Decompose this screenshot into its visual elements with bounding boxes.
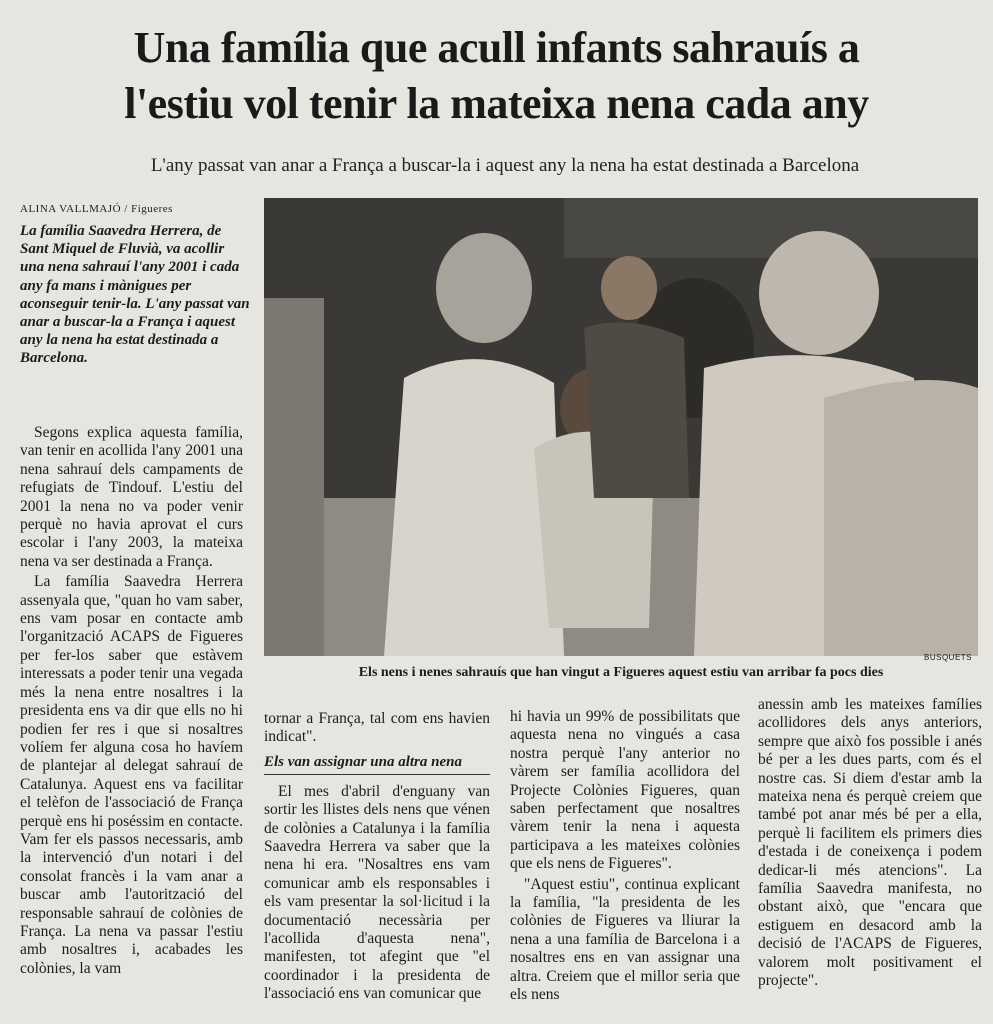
column-4 (758, 696, 982, 991)
paragraph: Segons explica aquesta família, van tenir en acollida l'any 2001 una nena sahrauí dels campaments de refugiats de Tindouf. L'estiu del 2001 la nena no va poder venir perquè no havia aprovat el curs escolar i l'any 2003, la mateixa nena va ser destinada a França. (20, 424, 243, 570)
photo-credit: BUSQUETS (924, 653, 973, 662)
paragraph: La família Saavedra Herrera assenyala que, "quan ho vam saber, ens vam posar en contacte amb l'organització ACAPS de Figueres per fer-los saber que estàvem interessats a poder tenir una vegada més la nena entre nosaltres i la presidenta ens va dir que ells no hi podien fer res i que si nosaltres volíem fer alguna cosa ho havíem de plantejar al delegat sahrauí de Catalunya. Aquest ens va facilitar el telèfon de l'associació de França perquè ens hi poséssim en contacte. Vam fer els passos necessaris, amb la intervenció d'un notari i del consolat francès i la vam anar a buscar amb l'autorització del responsable sahrauí de colònies de França. La nena va passar l'estiu amb nosaltres i, acabades les colònies, la vam (20, 573, 243, 977)
byline-author: ALINA VALLMAJÓ (20, 203, 122, 215)
paragraph: tornar a França, tal com ens havien indicat". (264, 710, 490, 746)
headline-line-1: Una família que acull infants sahrauís a (133, 23, 860, 72)
paragraph: anessin amb les mateixes famílies acollidores dels anys anteriors, sempre que això fos possible i anés bé per a les dues parts, com és el nostre cas. Si diem d'estar amb la mateixa nena és perquè creiem que també pot anar més bé per a ella, perquè li facilitem els primers dies d'estada i de coneixença i podem dedicar-li més atencions". La família Saavedra manifesta, no obstant això, que "encara que estiguem en desacord amb la decisió de l'ACAPS de Figueres, valorem molt positivament el projecte". (758, 696, 982, 990)
photo-illustration (264, 198, 978, 656)
headline-line-2: l'estiu vol tenir la mateixa nena cada any (124, 79, 869, 128)
byline (20, 203, 173, 215)
column-1 (20, 424, 243, 978)
paragraph: hi havia un 99% de possibilitats que aquesta nena no vingués a casa nostra perquè l'any anterior no vàrem ser família acollidora del Projecte Colònies Figueres, quan saben perfectament que nosaltres vàrem tenir la nena i aquesta participava a les mateixes colònies que els nens de Figueres". (510, 708, 740, 873)
byline-separator: / (124, 203, 132, 215)
headline (14, 20, 979, 132)
paragraph: El mes d'abril d'enguany van sortir les llistes dels nens que vénen de colònies a Catalunya i la família Saavedra Herrera va saber que la nena hi era. "Nosaltres ens vam comunicar amb els responsables i els vam presentar la sol·licitud i la documentació necessària per l'acollida d'aquesta nena", manifesten, tot afegint que "el coordinador i la presidenta de l'associació ens van comunicar que (264, 782, 490, 1003)
byline-place: Figueres (131, 203, 173, 215)
column-3 (510, 708, 740, 1005)
news-photo (264, 198, 978, 656)
section-subheading: Els van assignar una altra nena (264, 753, 490, 775)
paragraph: "Aquest estiu", continua explicant la família, "la presidenta de les colònies de Figueres va lliurar la nena a una família de Barcelona i a nosaltres ens en van assignar una altra. Creiem que el millor seria que els nens (510, 875, 740, 1004)
lede-paragraph: La família Saavedra Herrera, de Sant Miquel de Fluvià, va acollir una nena sahrauí l'any 2001 i cada any fa mans i mànigues per aconseguir tenir-la. L'any passat van anar a buscar-la a França i aquest any la nena ha estat destinada a Barcelona. (20, 223, 250, 367)
subheadline: L'any passat van anar a França a buscar-la i aquest any la nena ha estat destinada a Barcelona (150, 155, 860, 176)
photo-caption: Els nens i nenes sahrauís que han vingut a Figueres aquest estiu van arribar fa pocs dies (358, 665, 884, 680)
column-2 (264, 710, 490, 1004)
